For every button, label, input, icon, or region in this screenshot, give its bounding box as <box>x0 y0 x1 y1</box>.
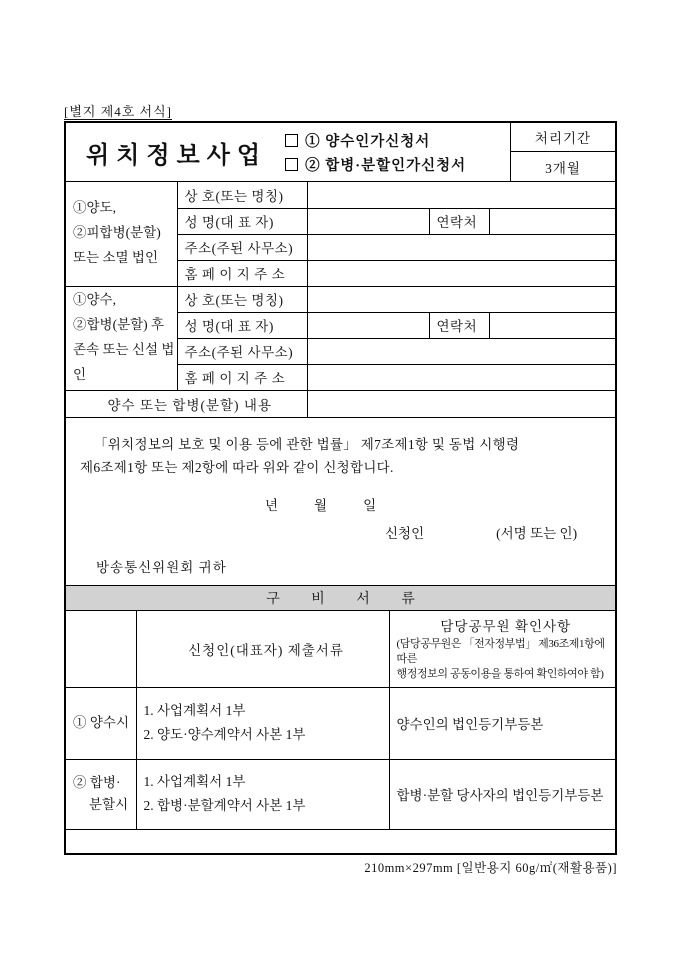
section-transferor-label <box>66 182 177 286</box>
official-check-title: 담당공무원 확인사항 <box>440 619 572 635</box>
contact-input-1[interactable] <box>489 208 615 234</box>
merger-doc2: 2. 합병·분할계약서 사본 1부 <box>143 798 306 813</box>
name-label-1: 성 명(대 표 자) <box>177 208 307 234</box>
homepage-label-1: 홈 페 이 지 주 소 <box>177 260 307 286</box>
section2-line3: 존속 또는 신설 법인 <box>73 342 175 382</box>
declaration-block <box>66 417 615 585</box>
recipient-line: 방송통신위원회 귀하 <box>96 559 227 575</box>
address-input-2[interactable] <box>307 338 615 364</box>
content-row-input[interactable] <box>307 390 615 417</box>
declaration-line1: 「위치정보의 보호 및 이용 등에 관한 법률」 제7조제1항 및 동법 시행령 <box>94 437 520 452</box>
applicant-line <box>80 522 601 542</box>
section1-line3: 또는 소멸 법인 <box>73 250 158 266</box>
case-transfer-label <box>66 687 136 759</box>
application-type-options <box>285 130 466 175</box>
contact-input-2[interactable] <box>489 312 615 338</box>
case-transfer-official: 양수인의 법인등기부등본 <box>389 687 615 759</box>
case-transfer-docs <box>136 687 389 759</box>
form-note: [별지 제4호 서식] <box>64 104 173 119</box>
form-container <box>64 121 617 855</box>
official-note-line2: 행정정보의 공동이용을 통하여 확인하여야 함) <box>396 668 604 681</box>
processing-period-value: 3개월 <box>545 160 581 176</box>
case-merger-docs <box>136 759 389 829</box>
address-label-1: 주소(주된 사무소) <box>177 234 307 260</box>
merger-doc1: 1. 사업계획서 1부 <box>143 774 246 790</box>
content-row-label: 양수 또는 합병(분할) 내용 <box>66 390 307 417</box>
processing-period-box <box>510 123 615 181</box>
case-merger-official: 합병·분할 당사자의 법인등기부등본 <box>389 759 615 829</box>
processing-period-label: 처리기간 <box>511 123 615 152</box>
option-merger-label: ② 합병·분할인가신청서 <box>305 157 467 174</box>
date-day-label: 일 <box>363 497 377 513</box>
section-transferee-label <box>66 286 177 390</box>
official-check-note <box>397 637 616 682</box>
address-input-1[interactable] <box>307 234 615 260</box>
section1-line2: ②피합병(분할) <box>73 225 161 241</box>
trade-name-label-2: 상 호(또는 명칭) <box>177 286 307 312</box>
official-note-line1: (담당공무원은 「전자정부법」 제36조제1항에 따른 <box>396 638 605 666</box>
homepage-input-1[interactable] <box>307 260 615 286</box>
case-merger-line2: 분할시 <box>89 797 129 812</box>
address-label-2: 주소(주된 사무소) <box>177 338 307 364</box>
applicant-label: 신청인 <box>385 525 425 541</box>
declaration-line2: 제6조제1항 또는 제2항에 따라 위와 같이 신청합니다. <box>80 459 394 475</box>
name-input-2[interactable] <box>307 312 429 338</box>
name-label-2: 성 명(대 표 자) <box>177 312 307 338</box>
checkbox-merger-icon[interactable] <box>285 158 298 171</box>
date-year-label: 년 <box>265 497 279 513</box>
trade-name-input-1[interactable] <box>307 182 615 208</box>
case-transfer-line1: ① 양수시 <box>73 715 129 731</box>
attachments-table <box>66 611 615 853</box>
section1-line1: ①양도, <box>73 200 116 216</box>
transfer-doc2: 2. 양도·양수계약서 사본 1부 <box>143 727 306 742</box>
form-header-left <box>66 123 510 181</box>
transfer-doc1: 1. 사업계획서 1부 <box>143 703 246 719</box>
contact-label-2: 연락처 <box>429 312 489 338</box>
date-line <box>80 494 601 514</box>
submit-docs-header: 신청인(대표자) 제출서류 <box>136 611 389 687</box>
form-header <box>66 123 615 182</box>
option-merger <box>285 154 466 175</box>
paper-spec-footer: 210mm×297mm [일반용지 60g/㎡(재활용품)] <box>364 861 617 875</box>
date-month-label: 월 <box>314 497 328 513</box>
contact-label-1: 연락처 <box>429 208 489 234</box>
case-merger-label <box>66 759 136 829</box>
attachments-case-header <box>66 611 136 687</box>
form-title: 위치정보사업 <box>86 142 268 169</box>
homepage-input-2[interactable] <box>307 364 615 390</box>
official-check-header <box>389 611 615 687</box>
trade-name-input-2[interactable] <box>307 286 615 312</box>
option-transfer-label: ① 양수인가신청서 <box>305 133 431 150</box>
section2-line1: ①양수, <box>73 292 116 308</box>
checkbox-transfer-icon[interactable] <box>285 134 298 147</box>
attachments-band-title: 구 비 서 류 <box>66 585 615 611</box>
trade-name-label-1: 상 호(또는 명칭) <box>177 182 307 208</box>
name-input-1[interactable] <box>307 208 429 234</box>
signature-label: (서명 또는 인) <box>496 525 578 541</box>
applicant-info-table <box>66 182 615 417</box>
option-transfer <box>285 130 466 151</box>
homepage-label-2: 홈 페 이 지 주 소 <box>177 364 307 390</box>
section2-line2: ②합병(분할) 후 <box>73 317 165 333</box>
case-merger-line1: ② 합병· <box>73 775 121 791</box>
attachments-empty-row <box>66 829 615 853</box>
